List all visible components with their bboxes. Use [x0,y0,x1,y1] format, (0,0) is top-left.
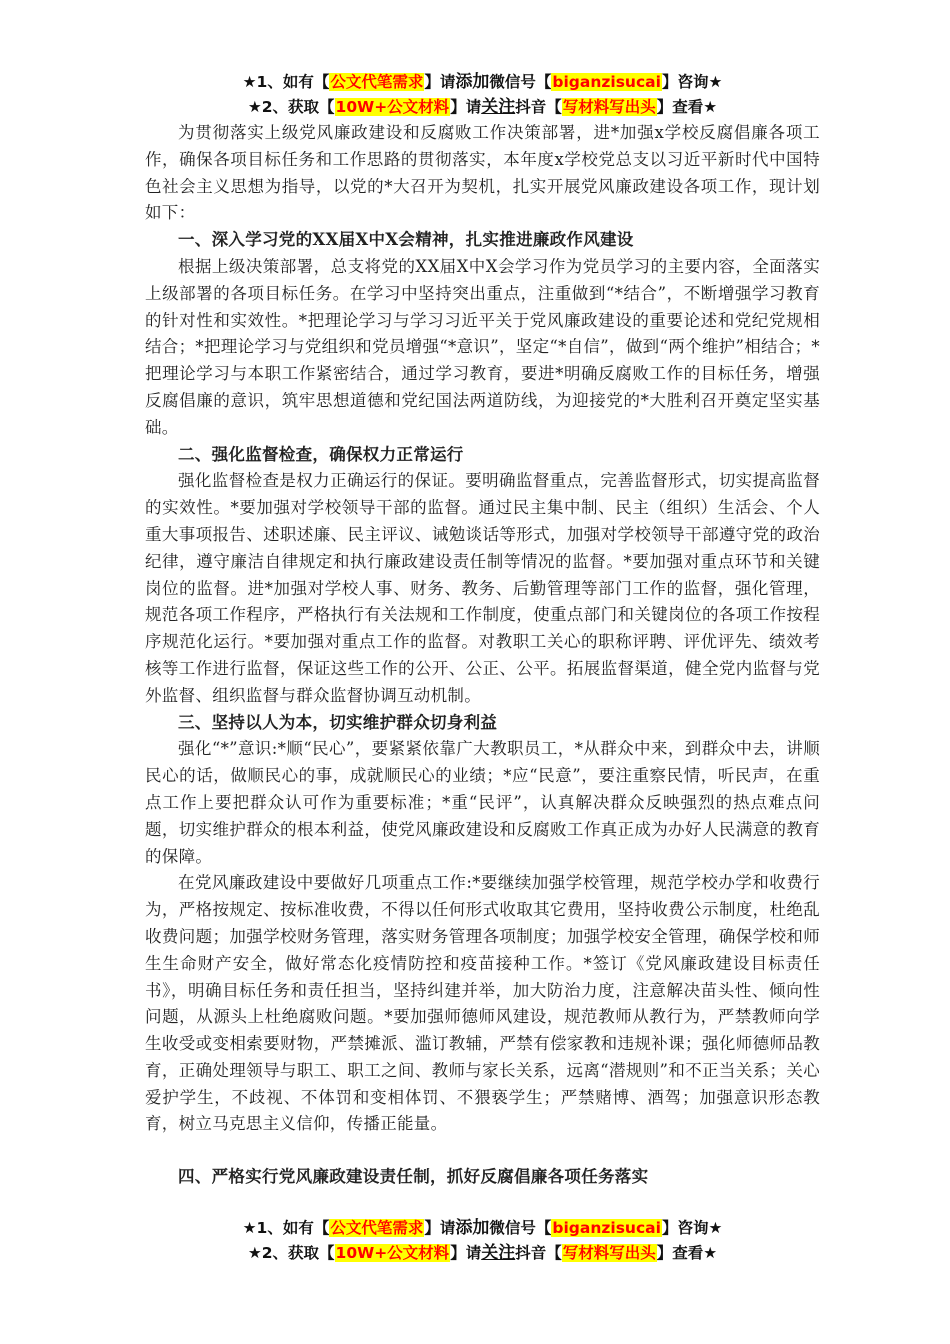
promo-text: 】请 [424,1219,456,1237]
section-heading-2: 二、强化监督检查，确保权力正常运行 [178,444,464,464]
promo-highlight: biganzisucai [552,1219,661,1237]
promo-text: 微信号【 [489,1219,552,1237]
promo-emphasis: 关注 [481,1243,516,1263]
promo-text: 】查看★ [656,98,718,116]
promo-line-1 [145,70,820,95]
promo-text: 抖音【 [515,1244,562,1262]
promo-text: 】请 [450,98,482,116]
promo-highlight: 10W+公文材料 [335,98,450,116]
promo-line-2 [145,95,820,120]
intro-paragraph: 为贯彻落实上级党风廉政建设和反腐败工作决策部署，进*加强x学校反腐倡廉各项工作，确保各项目标任务和工作思路的贯彻落实，本年度x学校党总支以习近平新时代中国特色社会主义思想为指导，以党的*大召开为契机，扎实开展党风廉政建设各项工作，现计划如下： [145,123,820,223]
promo-text: ★2、获取【 [247,98,335,116]
promo-emphasis: 关注 [481,97,516,117]
promo-text: ★1、如有【 [242,1219,330,1237]
section-heading-1: 一、深入学习党的XX届X中X会精神，扎实推进廉政作风建设 [178,230,634,250]
promo-highlight: 10W+公文材料 [335,1244,450,1262]
promo-text: 】查看★ [656,1244,718,1262]
section-2-paragraph-1: 强化监督检查是权力正确运行的保证。要明确监督重点，完善监督形式，切实提高监督的实效性。*要加强对学校领导干部的监督。通过民主集中制、民主（组织）生活会、个人重大事项报告、述职述廉、民主评议、诫勉谈话等形式，加强对学校领导干部遵守党的政治纪律，遵守廉洁自律规定和执行廉政建设责任制等情况的监督。*要加强对重点环节和关键岗位的监督。进*加强对学校人事、财务、教务、后勤管理等部门工作的监督，强化管理，规范各项工作程序，严格执行有关法规和工作制度，使重点部门和关键岗位的各项工作按程序规范化运行。*要加强对重点工作的监督。对教职工关心的职称评聘、评优评先、绩效考核等工作进行监督，保证这些工作的公开、公正、公平。拓展监督渠道，健全党内监督与党外监督、组织监督与群众监督协调互动机制。 [145,471,820,705]
promo-text: ★2、获取【 [247,1244,335,1262]
promo-highlight: 公文代笔需求 [330,1219,424,1237]
section-3-paragraph-2: 在党风廉政建设中要做好几项重点工作:*要继续加强学校管理，规范学校办学和收费行为，严格按规定、按标准收费，不得以任何形式收取其它费用，坚持收费公示制度，杜绝乱收费问题；加强学校财务管理，落实财务管理各项制度；加强学校安全管理，确保学校和师生生命财产安全，做好常态化疫情防控和疫苗接种工作。*签订《党风廉政建设目标责任书》，明确目标任务和责任担当，坚持纠建并举，加大防治力度，注意解决苗头性、倾向性问题，从源头上杜绝腐败问题。*要加强师德师风建设，规范教师从教行为，严禁教师向学生收受或变相索要财物，严禁摊派、滥订教辅，严禁有偿家教和违规补课；强化师德师品教育，正确处理领导与职工、职工之间、教师与家长关系，远离“潜规则”和不正当关系；关心爱护学生，不歧视、不体罚和变相体罚、不猥亵学生；严禁赌博、酒驾；加强意识形态教育，树立马克思主义信仰，传播正能量。 [145,873,820,1134]
footer-promo [145,1216,820,1266]
promo-highlight: 公文代笔需求 [330,73,424,91]
section-3-paragraph-1: 强化“*”意识:*顺“民心”，要紧紧依靠广大教职员工，*从群众中来，到群众中去，讲顺民心的话，做顺民心的事，成就顺民心的业绩；*应“民意”，要注重察民情，听民声，在重点工作上要把群众认可作为重要标准；*重“民评”，认真解决群众反映强烈的热点难点问题，切实维护群众的根本利益，使党风廉政建设和反腐败工作真正成为办好人民满意的教育的保障。 [145,739,820,866]
promo-text: 】咨询★ [661,1219,723,1237]
section-1-paragraph-1: 根据上级决策部署，总支将党的XX届X中X会学习作为党员学习的主要内容，全面落实上级部署的各项目标任务。在学习中坚持突出重点，注重做到“*结合”，不断增强学习教育的针对性和实效性。*把理论学习与学习习近平关于党风廉政建设的重要论述和党纪党规相结合；*把理论学习与党组织和党员增强“*意识”，坚定“*自信”，做到“两个维护”相结合；*把理论学习与本职工作紧密结合，通过学习教育，要进*明确反腐败工作的目标任务，增强反腐倡廉的意识，筑牢思想道德和党纪国法两道防线，为迎接党的*大胜利召开奠定坚实基础。 [145,256,820,437]
section-heading-3: 三、坚持以人为本，切实维护群众切身利益 [178,712,498,732]
spacer [145,1138,820,1164]
promo-highlight: 写材料写出头 [562,1244,656,1262]
promo-highlight: biganzisucai [552,73,661,91]
promo-text: 】请 [424,73,456,91]
promo-emphasis: 添加 [455,72,490,92]
promo-text: 抖音【 [515,98,562,116]
promo-text: ★1、如有【 [242,73,330,91]
document-page [145,70,820,1191]
section-heading-4: 四、严格实行党风廉政建设责任制，抓好反腐倡廉各项任务落实 [178,1167,649,1187]
promo-highlight: 写材料写出头 [562,98,656,116]
promo-text: 】请 [450,1244,482,1262]
promo-line-2 [145,1241,820,1266]
promo-text: 】咨询★ [661,73,723,91]
promo-line-1 [145,1216,820,1241]
promo-emphasis: 添加 [455,1218,490,1238]
promo-text: 微信号【 [489,73,552,91]
